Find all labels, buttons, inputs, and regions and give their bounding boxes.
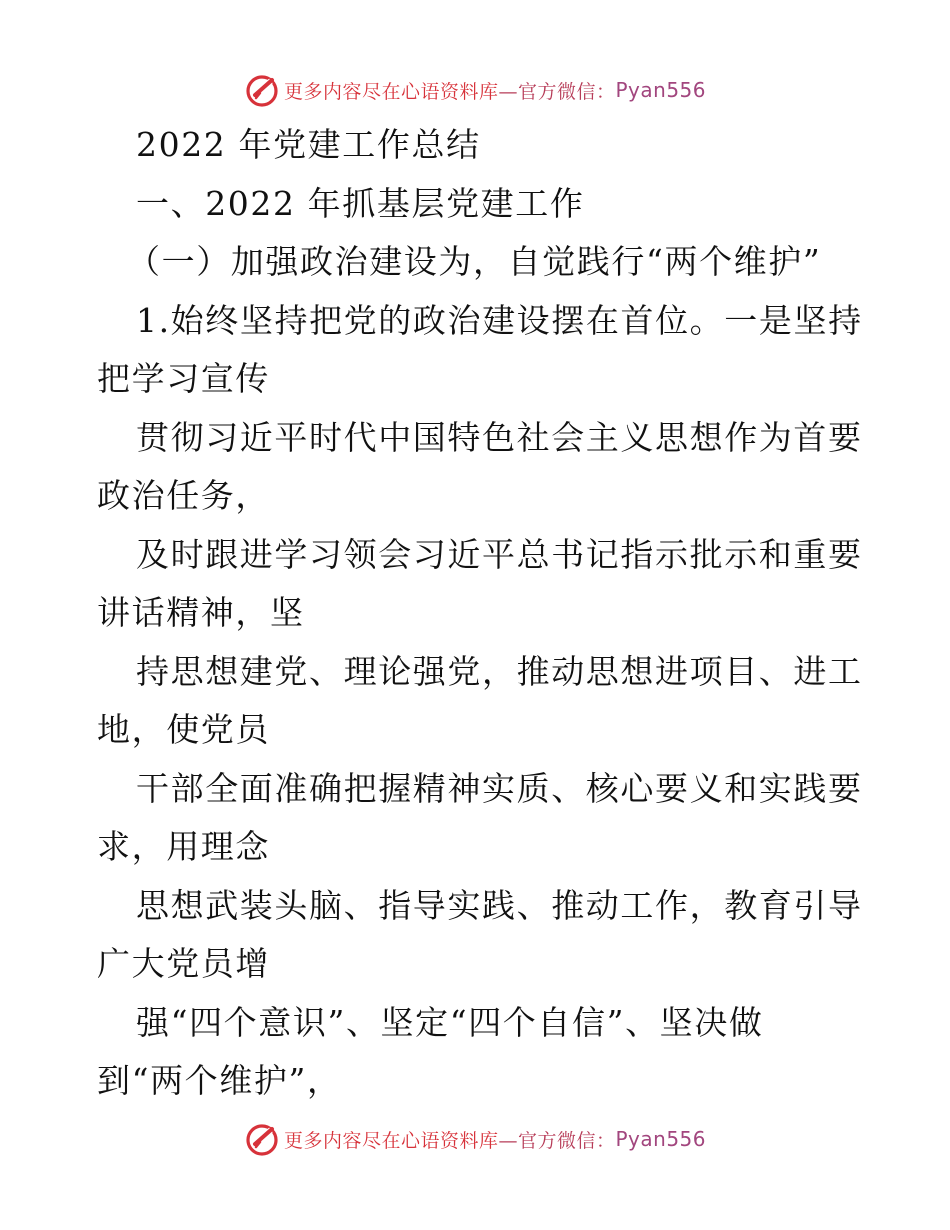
watermark-wechat-id: Pyan556 xyxy=(615,78,707,102)
watermark-main-text: 更多内容尽在心语资料库 xyxy=(283,80,499,103)
paragraph-line: 1.始终坚持把党的政治建设摆在首位。一是坚持 xyxy=(136,300,863,340)
paragraph-line: 把学习宣传 xyxy=(97,359,270,398)
paragraph-line: 思想武装头脑、指导实践、推动工作，教育引导 xyxy=(136,885,863,925)
paragraph-line: 求，用理念 xyxy=(97,827,270,866)
watermark-sub-text: —官方微信： xyxy=(498,1129,616,1152)
subsection-heading: （一）加强政治建设为，自觉践行“两个维护” xyxy=(127,242,822,281)
paragraph-line: 贯彻习近平时代中国特色社会主义思想作为首要 xyxy=(136,417,863,457)
doc-title: 2022 年党建工作总结 xyxy=(136,125,481,164)
watermark-footer xyxy=(0,1121,950,1157)
paragraph-line: 地，使党员 xyxy=(97,710,270,749)
watermark-sub-text: —官方微信： xyxy=(498,80,616,103)
paragraph-line: 及时跟进学习领会习近平总书记指示批示和重要 xyxy=(136,534,863,574)
paragraph-line: 广大党员增 xyxy=(97,944,270,983)
watermark-main-text: 更多内容尽在心语资料库 xyxy=(283,1129,499,1152)
document-body xyxy=(97,116,867,1111)
watermark-wechat-id: Pyan556 xyxy=(615,1127,707,1151)
paragraph-line: 讲话精神，坚 xyxy=(97,593,305,632)
paragraph-line: 持思想建党、理论强党，推动思想进项目、进工 xyxy=(136,651,863,691)
section-heading: 一、2022 年抓基层党建工作 xyxy=(136,183,585,223)
paragraph-line: 强“四个意识”、坚定“四个自信”、坚决做 xyxy=(136,1002,764,1042)
logo-icon xyxy=(244,72,280,108)
paragraph-line: 到“两个维护”， xyxy=(97,1061,342,1100)
paragraph-line: 政治任务， xyxy=(97,476,270,515)
watermark-header xyxy=(0,72,950,108)
paragraph-line: 干部全面准确把握精神实质、核心要义和实践要 xyxy=(136,768,863,808)
logo-icon xyxy=(244,1121,280,1157)
